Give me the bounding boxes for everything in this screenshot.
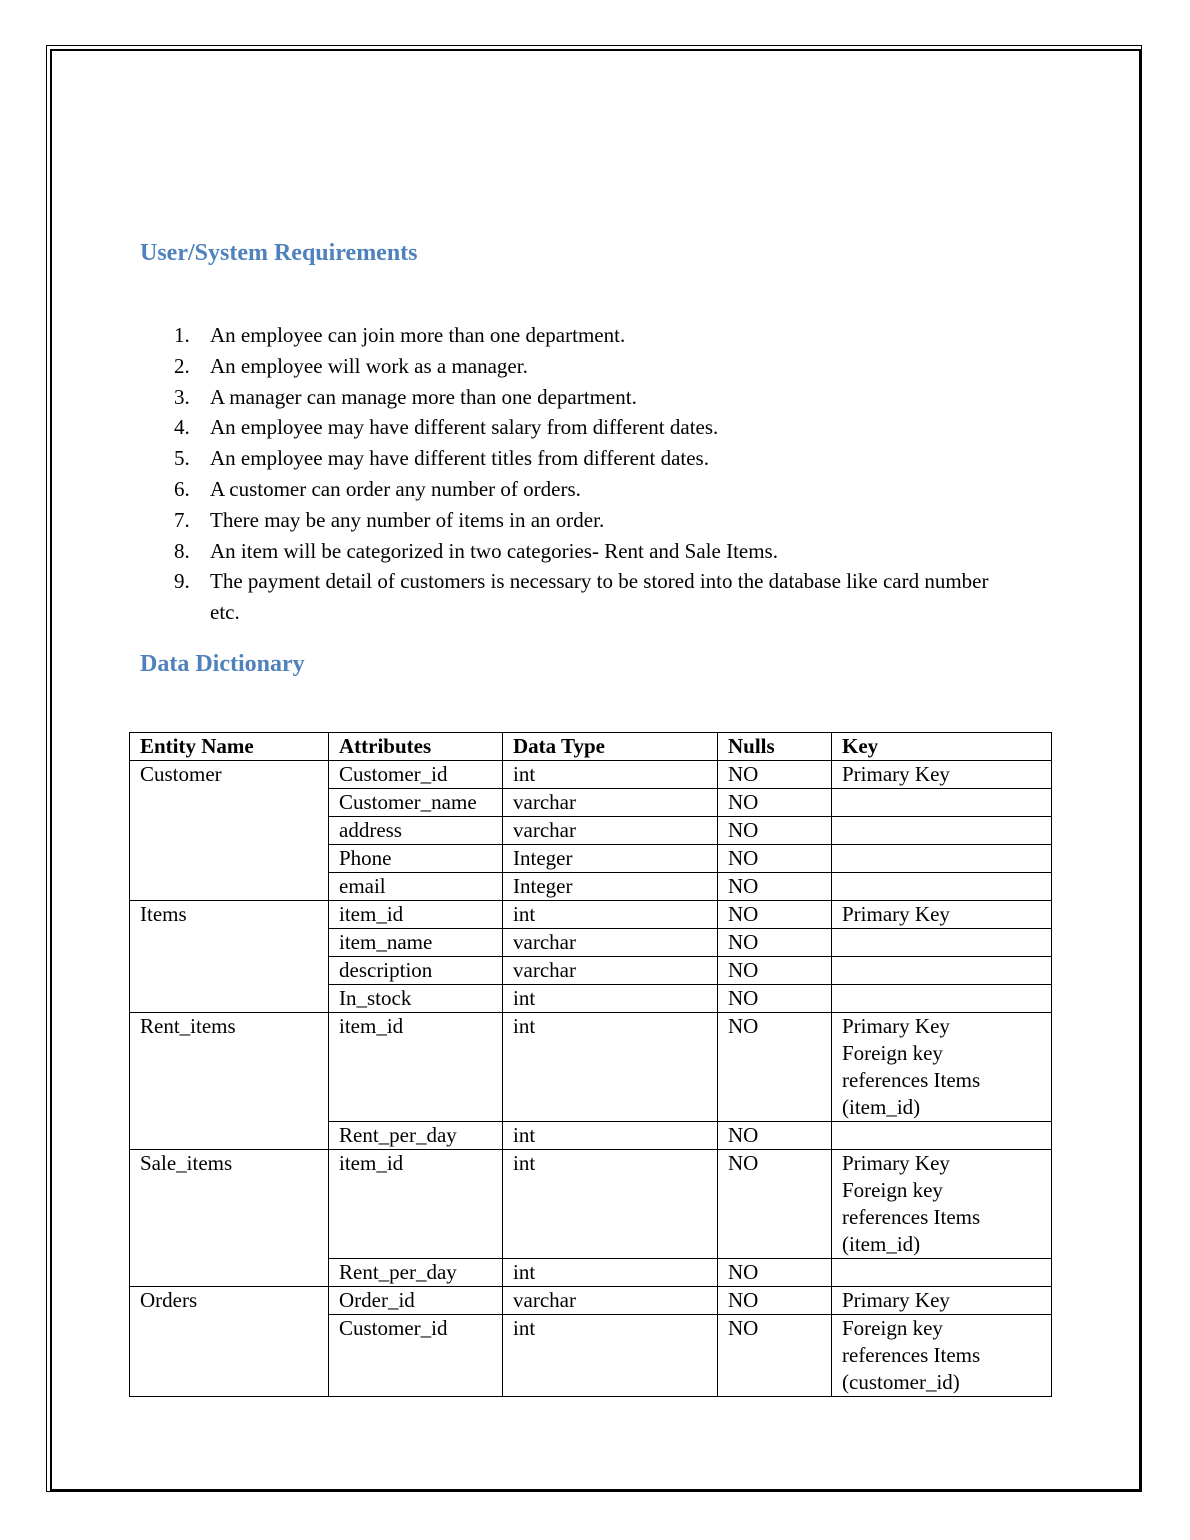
nulls-cell: NO [718,1287,832,1315]
requirement-item [140,320,1020,351]
key-cell [832,817,1052,845]
nulls-cell: NO [718,845,832,873]
key-cell [832,789,1052,817]
requirement-text: An employee may have different salary from different dates. [210,415,719,440]
table-row [130,761,1052,789]
requirement-item [140,351,1020,382]
attribute-cell: In_stock [329,985,503,1013]
requirement-text: The payment detail of customers is necessary to be stored into the database like card number etc. [210,569,989,625]
requirement-number: 1. [174,323,190,347]
entity-name-cell: Sale_items [130,1150,329,1287]
data-type-cell: int [503,901,718,929]
requirement-text: An item will be categorized in two categories- Rent and Sale Items. [210,538,778,563]
nulls-cell: NO [718,1150,832,1259]
requirement-number: 9. [174,569,190,594]
key-line: Foreign key [842,1178,943,1202]
data-type-cell: varchar [503,789,718,817]
key-line: Primary Key [842,902,950,926]
attribute-cell: Phone [329,845,503,873]
key-line: Primary Key [842,762,950,786]
requirement-text: A manager can manage more than one department. [210,384,637,409]
data-type-cell: varchar [503,1287,718,1315]
data-type-cell: varchar [503,957,718,985]
data-type-cell: Integer [503,845,718,873]
nulls-cell: NO [718,817,832,845]
table-header-row [130,733,1052,761]
nulls-cell: NO [718,789,832,817]
nulls-cell: NO [718,761,832,789]
key-cell [832,1122,1052,1150]
header-entity-name: Entity Name [130,733,329,761]
nulls-cell: NO [718,873,832,901]
entity-name-cell: Customer [130,761,329,901]
key-cell [832,957,1052,985]
key-cell [832,873,1052,901]
data-type-cell: int [503,1259,718,1287]
requirement-text: An employee will work as a manager. [210,353,528,378]
nulls-cell: NO [718,957,832,985]
requirement-number: 8. [174,538,190,563]
key-cell [832,901,1052,929]
header-key: Key [832,733,1052,761]
attribute-cell: item_id [329,1013,503,1122]
nulls-cell: NO [718,929,832,957]
table-row [130,1013,1052,1122]
requirement-text: There may be any number of items in an order. [210,507,605,532]
key-line: (customer_id) [842,1370,960,1394]
key-cell [832,1259,1052,1287]
data-type-cell: int [503,1013,718,1122]
key-cell [832,985,1052,1013]
nulls-cell: NO [718,1315,832,1397]
entity-name-cell: Orders [130,1287,329,1397]
requirement-text: A customer can order any number of orders. [210,476,581,501]
data-type-cell: varchar [503,817,718,845]
key-cell [832,929,1052,957]
attribute-cell: Order_id [329,1287,503,1315]
attribute-cell: Rent_per_day [329,1122,503,1150]
attribute-cell: Customer_id [329,761,503,789]
nulls-cell: NO [718,985,832,1013]
attribute-cell: item_id [329,1150,503,1259]
nulls-cell: NO [718,1122,832,1150]
key-line: Foreign key [842,1041,943,1065]
key-cell [832,1287,1052,1315]
requirements-list [140,320,1020,628]
nulls-cell: NO [718,1259,832,1287]
key-line: Primary Key [842,1151,950,1175]
table-row [130,1287,1052,1315]
attribute-cell: Customer_name [329,789,503,817]
key-line: references Items [842,1343,981,1367]
key-line: (item_id) [842,1095,921,1119]
requirement-item [140,536,1020,567]
data-dictionary-heading: Data Dictionary [140,651,305,677]
key-cell [832,1013,1052,1122]
key-line: Primary Key [842,1288,950,1312]
attribute-cell: description [329,957,503,985]
data-type-cell: int [503,1150,718,1259]
nulls-cell: NO [718,1013,832,1122]
data-type-cell: int [503,985,718,1013]
attribute-cell: email [329,873,503,901]
data-type-cell: int [503,1122,718,1150]
table-row [130,901,1052,929]
key-line: references Items [842,1068,981,1092]
requirement-number: 7. [174,507,190,532]
key-cell [832,1150,1052,1259]
header-attributes: Attributes [329,733,503,761]
requirement-item [140,412,1020,443]
requirement-item [140,566,1020,628]
key-line: references Items [842,1205,981,1229]
requirements-heading: User/System Requirements [140,240,418,266]
attribute-cell: Customer_id [329,1315,503,1397]
data-dictionary-table [129,732,1052,1397]
key-line: (item_id) [842,1232,921,1256]
data-type-cell: int [503,1315,718,1397]
table-row [130,1150,1052,1259]
requirement-item [140,474,1020,505]
requirement-number: 4. [174,415,190,440]
key-cell [832,845,1052,873]
key-line: Foreign key [842,1316,943,1340]
requirement-text: An employee may have different titles from different dates. [210,446,709,471]
entity-name-cell: Rent_items [130,1013,329,1150]
entity-name-cell: Items [130,901,329,1013]
data-type-cell: Integer [503,873,718,901]
key-cell [832,761,1052,789]
attribute-cell: address [329,817,503,845]
table-body [130,761,1052,1397]
key-cell [832,1315,1052,1397]
requirement-text: An employee can join more than one department. [210,323,626,347]
requirement-number: 2. [174,353,190,378]
requirement-item [140,382,1020,413]
data-type-cell: int [503,761,718,789]
requirement-number: 6. [174,476,190,501]
attribute-cell: item_id [329,901,503,929]
requirement-number: 5. [174,446,190,471]
header-nulls: Nulls [718,733,832,761]
requirement-number: 3. [174,384,190,409]
header-data-type: Data Type [503,733,718,761]
attribute-cell: Rent_per_day [329,1259,503,1287]
key-line: Primary Key [842,1014,950,1038]
requirement-item [140,505,1020,536]
data-type-cell: varchar [503,929,718,957]
nulls-cell: NO [718,901,832,929]
requirement-item [140,443,1020,474]
attribute-cell: item_name [329,929,503,957]
